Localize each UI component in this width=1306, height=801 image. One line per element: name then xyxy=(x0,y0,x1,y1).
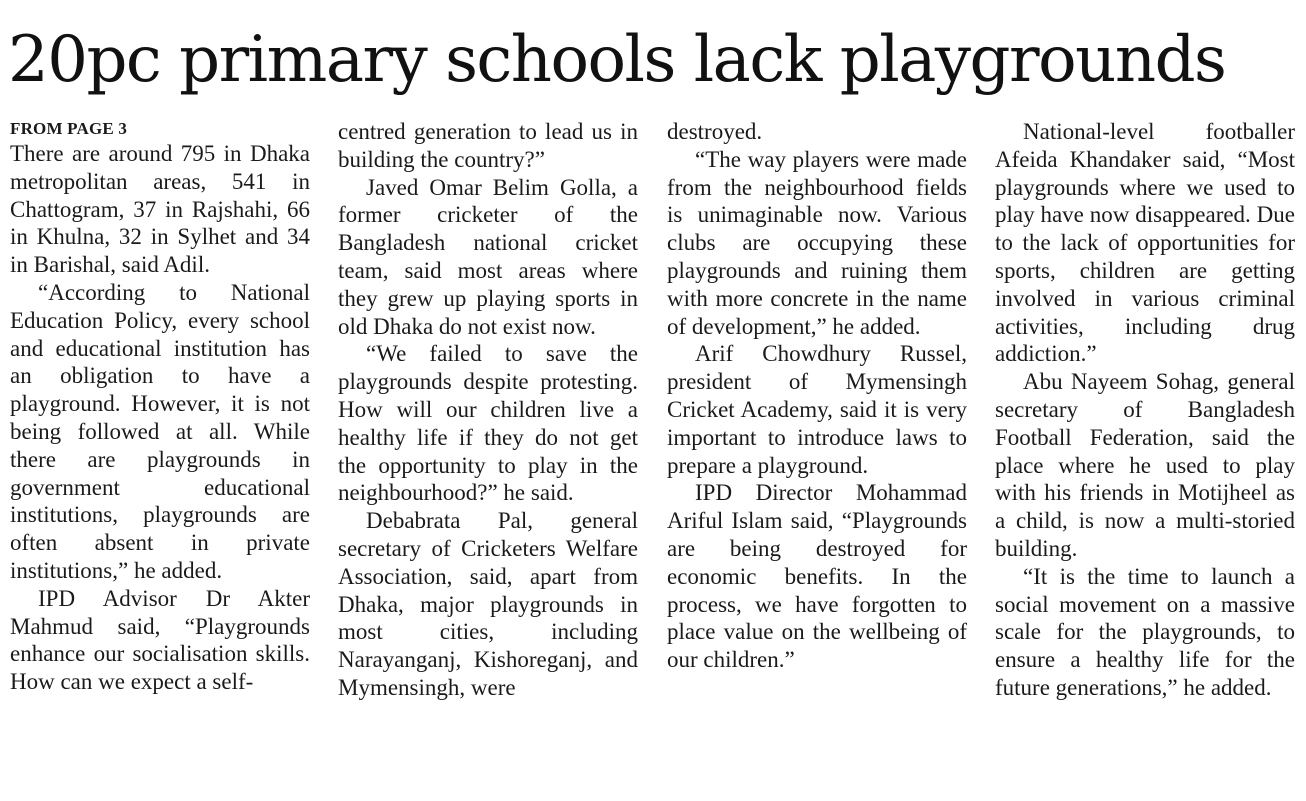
paragraph: IPD Advisor Dr Akter Mahmud said, “Playgrounds enhance our socialisation skills. How can we expect a self- xyxy=(10,585,310,695)
paragraph: “It is the time to launch a social movement on a massive scale for the playgrounds, to ensure a healthy life for the future generations,” he added. xyxy=(995,563,1295,700)
column-2 xyxy=(338,118,638,702)
paragraph: IPD Director Mohammad Ariful Islam said, “Playgrounds are being destroyed for economic benefits. In the process, we have forgotten to place value on the wellbeing of our children.” xyxy=(667,480,967,673)
paragraph: Javed Omar Belim Golla, a former cricketer of the Bangladesh national cricket team, said most areas where they grew up playing sports in old Dhaka do not exist now. xyxy=(338,174,638,339)
column-1 xyxy=(10,118,310,696)
paragraph: “We failed to save the playgrounds despite protesting. How will our children live a healthy life if they do not get the opportunity to play in the neighbourhood?” he said. xyxy=(338,341,638,506)
column-4 xyxy=(995,118,1295,702)
kicker: FROM PAGE 3 xyxy=(10,119,128,138)
paragraph: destroyed. xyxy=(667,119,763,144)
headline: 20pc primary schools lack playgrounds xyxy=(8,23,1226,97)
paragraph: Arif Chowdhury Russel, president of Mymensingh Cricket Academy, said it is very important to introduce laws to prepare a playground. xyxy=(667,341,967,478)
paragraph: centred generation to lead us in building the country?” xyxy=(338,119,638,172)
paragraph: National-level footballer Afeida Khandaker said, “Most playgrounds where we used to play have now disappeared. Due to the lack of opportunities for sports, children are getting involved in various criminal activities, including drug addiction.” xyxy=(995,119,1295,367)
paragraph: Abu Nayeem Sohag, general secretary of Bangladesh Football Federation, said the place where he used to play with his friends in Motijheel as a child, is now a multi-storied building. xyxy=(995,369,1295,561)
paragraph: There are around 795 in Dhaka metropolitan areas, 541 in Chattogram, 37 in Rajshahi, 66 in Khulna, 32 in Sylhet and 34 in Barishal, said Adil. xyxy=(10,141,310,278)
paragraph: “According to National Education Policy, every school and educational institution has an obligation to have a playground. However, it is not being followed at all. While there are playgrounds in government educational institutions, playgrounds are often absent in private institutions,” he added. xyxy=(10,279,310,583)
paragraph: “The way players were made from the neighbourhood fields is unimaginable now. Various clubs are occupying these playgrounds and ruining them with more concrete in the name of development,” he added. xyxy=(667,146,967,339)
paragraph: Debabrata Pal, general secretary of Cricketers Welfare Association, said, apart from Dhaka, major playgrounds in most cities, including Narayanganj, Kishoreganj, and Mymensingh, were xyxy=(338,508,638,700)
column-3 xyxy=(667,118,967,674)
